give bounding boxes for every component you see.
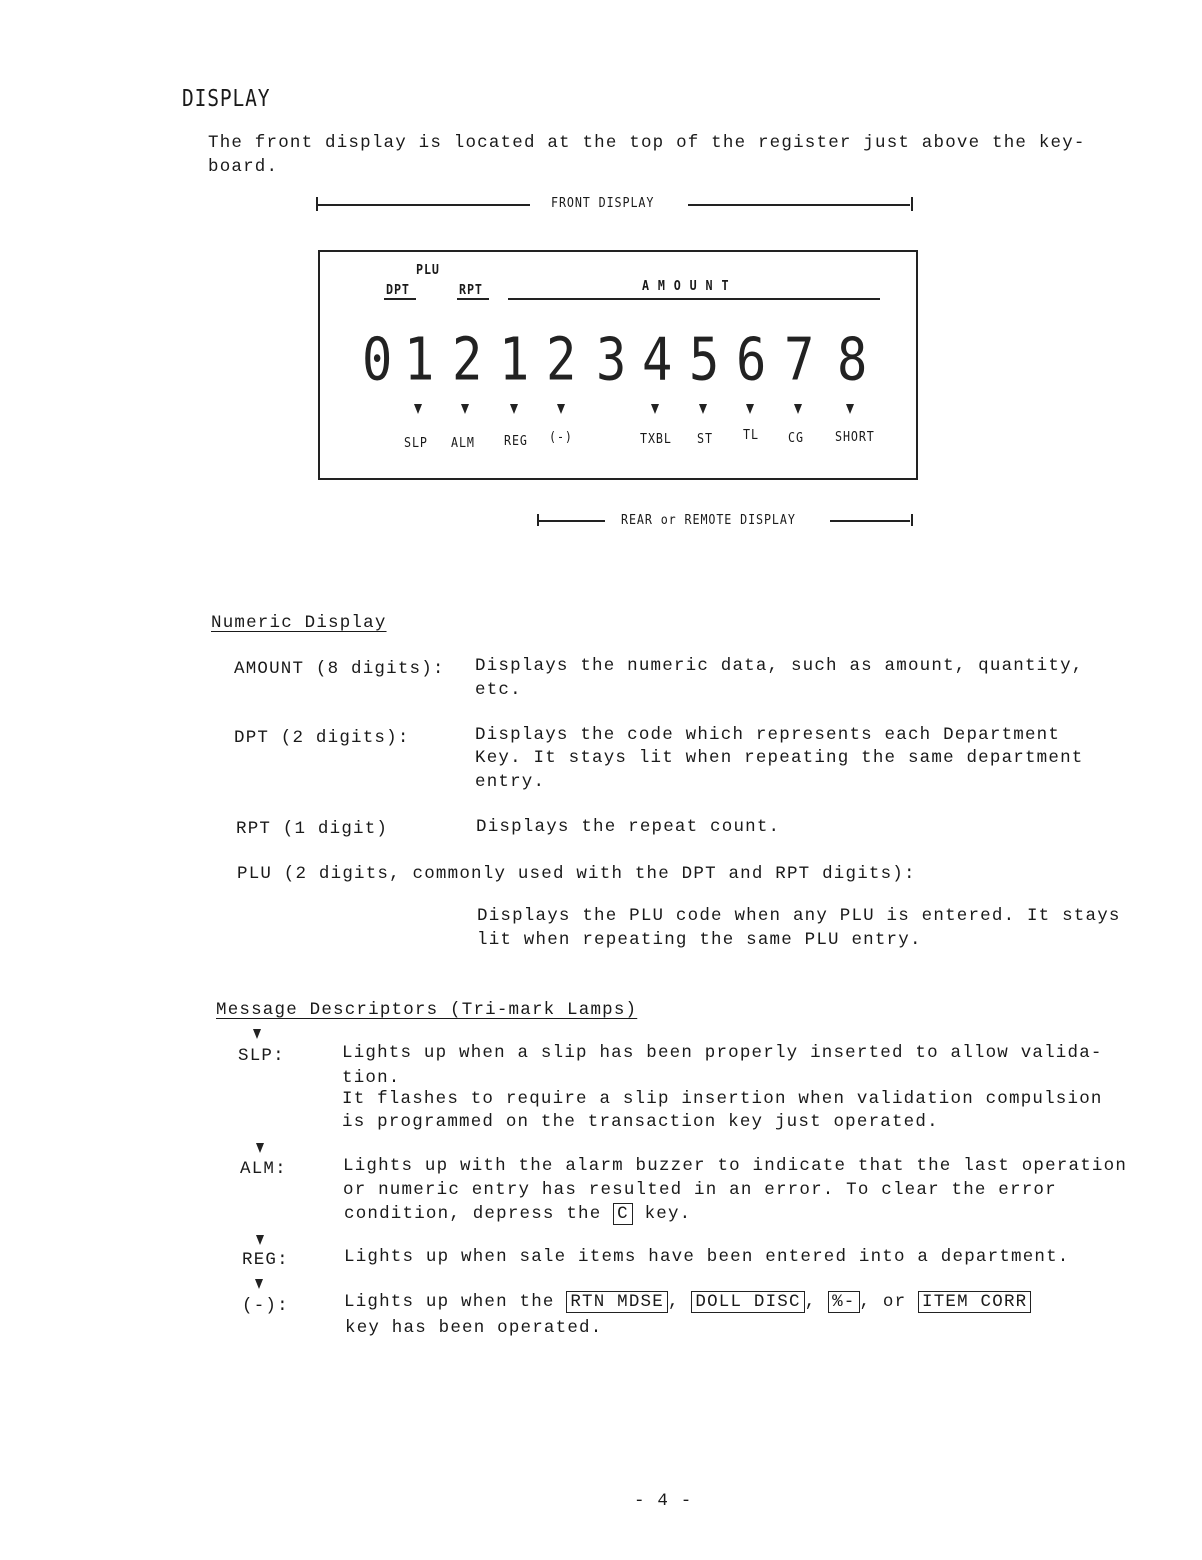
lamp-label-short: SHORT (835, 430, 875, 445)
page-number: - 4 - (634, 1491, 693, 1511)
dpt-label: DPT (386, 283, 410, 298)
minus-marker-icon (255, 1279, 263, 1289)
slp-marker-icon (253, 1029, 261, 1039)
rear-display-left-line (539, 520, 605, 522)
digit-amount-3: 3 (596, 326, 627, 395)
lamp-label-alm: ALM (451, 436, 475, 451)
reg-term: REG: (242, 1250, 289, 1270)
item-corr-key: ITEM CORR (918, 1291, 1031, 1313)
rear-display-right-line (830, 520, 910, 522)
alm-def-2: or numeric entry has resulted in an error. To clear the error (343, 1180, 1057, 1200)
digit-amount-5: 5 (689, 326, 720, 395)
lamp-label-txbl: TXBL (640, 432, 672, 447)
dpt-def-3: entry. (475, 772, 546, 792)
slp-def-3: It flashes to require a slip insertion when validation compulsion (342, 1089, 1103, 1109)
digit-amount-7: 7 (784, 326, 815, 395)
amount-term: AMOUNT (8 digits): (234, 659, 445, 679)
plu-label: PLU (416, 263, 440, 278)
rpt-term: RPT (1 digit) (236, 819, 389, 839)
slp-def-1: Lights up when a slip has been properly inserted to allow valida- (342, 1043, 1103, 1063)
plu-def-1: Displays the PLU code when any PLU is entered. It stays (477, 906, 1121, 926)
amount-def-1: Displays the numeric data, such as amount, quantity, (475, 656, 1084, 676)
digit-amount-8: 8 (837, 326, 868, 395)
digit-amount-4: 4 (642, 326, 673, 395)
front-display-right-line (688, 204, 910, 206)
minus-def-1: Lights up when the RTN MDSE , DOLL DISC , %- , or ITEM CORR (344, 1292, 1031, 1312)
intro-line-1: The front display is located at the top of the register just above the key- (208, 133, 1086, 153)
alm-def-3-pre: condition, depress the (344, 1204, 602, 1224)
lamp-label-tl: TL (743, 428, 759, 443)
numeric-display-heading: Numeric Display (211, 613, 387, 633)
reg-def-1: Lights up when sale items have been entered into a department. (344, 1247, 1070, 1267)
slp-def-2: tion. (342, 1068, 401, 1088)
doll-disc-key: DOLL DISC (691, 1291, 804, 1313)
dpt-def-2: Key. It stays lit when repeating the same department (475, 748, 1084, 768)
lamp-label-st: ST (697, 432, 713, 447)
digit-amount-1: 1 (499, 326, 530, 395)
digit-dpt-1: 0 (362, 326, 393, 395)
dpt-term: DPT (2 digits): (234, 728, 410, 748)
cg-lamp-icon (794, 404, 802, 414)
lamp-label-cg: CG (788, 431, 804, 446)
digit-amount-6: 6 (736, 326, 767, 395)
rtn-mdse-key: RTN MDSE (566, 1291, 668, 1313)
dpt-def-1: Displays the code which represents each Department (475, 725, 1061, 745)
digit-dpt-2: 1 (404, 326, 435, 395)
minus-def-2: key has been operated. (345, 1318, 603, 1338)
rpt-label: RPT (459, 283, 483, 298)
plu-term: PLU (2 digits, commonly used with the DPT and RPT digits): (237, 864, 916, 884)
c-key: C (613, 1203, 633, 1225)
front-display-label: FRONT DISPLAY (551, 196, 655, 211)
rpt-underline (457, 298, 489, 300)
rear-display-label: REAR or REMOTE DISPLAY (621, 513, 796, 528)
digit-amount-2: 2 (546, 326, 577, 395)
intro-line-2: board. (208, 157, 279, 177)
reg-marker-icon (256, 1235, 264, 1245)
rear-display-right-tick (911, 514, 913, 526)
lamp-label-slp: SLP (404, 436, 428, 451)
percent-minus-key: %- (828, 1291, 859, 1313)
front-display-right-tick (911, 197, 913, 211)
slp-term: SLP: (238, 1046, 285, 1066)
short-lamp-icon (846, 404, 854, 414)
dpt-underline (384, 298, 416, 300)
minus-lamp-icon (557, 404, 565, 414)
minus-def-or: or (882, 1292, 907, 1312)
amount-underline (508, 298, 880, 300)
txbl-lamp-icon (651, 404, 659, 414)
minus-def-pre: Lights up when the (344, 1292, 555, 1312)
plu-def-2: lit when repeating the same PLU entry. (477, 930, 922, 950)
message-descriptors-heading: Message Descriptors (Tri-mark Lamps) (216, 1000, 638, 1020)
digit-rpt: 2 (452, 326, 483, 395)
amount-def-2: etc. (475, 680, 522, 700)
lamp-label-reg: REG (504, 434, 528, 449)
rpt-def-1: Displays the repeat count. (476, 817, 781, 837)
lamp-label-minus: (-) (549, 430, 573, 445)
tl-lamp-icon (746, 404, 754, 414)
alm-term: ALM: (240, 1159, 287, 1179)
alm-marker-icon (256, 1143, 264, 1153)
alm-def-3-post: key. (644, 1204, 692, 1224)
alm-lamp-icon (461, 404, 469, 414)
slp-def-4: is programmed on the transaction key just operated. (342, 1112, 939, 1132)
front-display-left-line (318, 204, 530, 206)
page-title: DISPLAY (182, 86, 271, 112)
st-lamp-icon (699, 404, 707, 414)
minus-term: (-): (242, 1296, 289, 1316)
slp-lamp-icon (414, 404, 422, 414)
amount-label: A M O U N T (642, 279, 730, 294)
alm-def-3 (344, 1204, 691, 1224)
reg-lamp-icon (510, 404, 518, 414)
alm-def-1: Lights up with the alarm buzzer to indicate that the last operation (343, 1156, 1128, 1176)
